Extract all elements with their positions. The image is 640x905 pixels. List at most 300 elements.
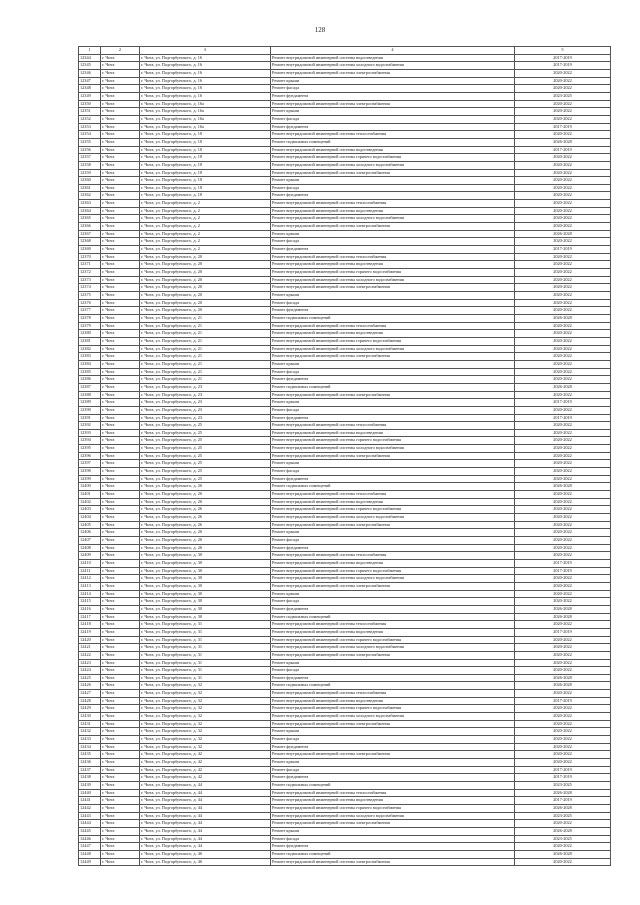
work-type-cell: Ремонт фундамента bbox=[271, 414, 515, 422]
row-number: 12371 bbox=[79, 261, 101, 269]
work-type-cell: Ремонт фасада bbox=[271, 537, 515, 545]
address-cell: г. Чита, ул. Подгорбунского, д. 30 bbox=[140, 598, 271, 606]
table-row bbox=[79, 230, 611, 238]
row-number: 12431 bbox=[79, 720, 101, 728]
municipality-cell: г. Чита bbox=[101, 598, 140, 606]
work-type-cell: Ремонт внутридомовой инженерной системы теплоснабжения bbox=[271, 422, 515, 430]
municipality-cell: г. Чита bbox=[101, 452, 140, 460]
table-row bbox=[79, 644, 611, 652]
row-number: 12421 bbox=[79, 644, 101, 652]
table-row bbox=[79, 705, 611, 713]
work-type-cell: Ремонт фасада bbox=[271, 238, 515, 246]
table-row bbox=[79, 299, 611, 307]
period-cell: 2017-2019 bbox=[515, 399, 611, 407]
address-cell: г. Чита, ул. Подгорбунского, д. 44 bbox=[140, 843, 271, 851]
table-row bbox=[79, 223, 611, 231]
period-cell: 2020-2022 bbox=[515, 537, 611, 545]
address-cell: г. Чита, ул. Подгорбунского, д. 26 bbox=[140, 529, 271, 537]
period-cell: 2020-2022 bbox=[515, 644, 611, 652]
address-cell: г. Чита, ул. Подгорбунского, д. 18 bbox=[140, 154, 271, 162]
address-cell: г. Чита, ул. Подгорбунского, д. 16а bbox=[140, 123, 271, 131]
work-type-cell: Ремонт фундамента bbox=[271, 475, 515, 483]
work-type-cell: Ремонт внутридомовой инженерной системы теплоснабжения bbox=[271, 200, 515, 208]
period-cell: 2020-2022 bbox=[515, 843, 611, 851]
row-number: 12369 bbox=[79, 246, 101, 254]
table-row bbox=[79, 131, 611, 139]
row-number: 12344 bbox=[79, 54, 101, 62]
work-type-cell: Ремонт подвальных помещений bbox=[271, 483, 515, 491]
row-number: 12404 bbox=[79, 514, 101, 522]
table-row bbox=[79, 766, 611, 774]
address-cell: г. Чита, ул. Подгорбунского, д. 32 bbox=[140, 736, 271, 744]
row-number: 12402 bbox=[79, 498, 101, 506]
row-number: 12400 bbox=[79, 483, 101, 491]
period-cell: 2020-2022 bbox=[515, 261, 611, 269]
work-type-cell: Ремонт подвальных помещений bbox=[271, 314, 515, 322]
address-cell: г. Чита, ул. Подгорбунского, д. 44 bbox=[140, 835, 271, 843]
row-number: 12409 bbox=[79, 552, 101, 560]
table-row bbox=[79, 552, 611, 560]
table-row bbox=[79, 177, 611, 185]
row-number: 12435 bbox=[79, 751, 101, 759]
address-cell: г. Чита, ул. Подгорбунского, д. 42 bbox=[140, 774, 271, 782]
municipality-cell: г. Чита bbox=[101, 690, 140, 698]
row-number: 12363 bbox=[79, 200, 101, 208]
address-cell: г. Чита, ул. Подгорбунского, д. 26 bbox=[140, 491, 271, 499]
table-row bbox=[79, 100, 611, 108]
table-row bbox=[79, 437, 611, 445]
municipality-cell: г. Чита bbox=[101, 498, 140, 506]
period-cell: 2026-2028 bbox=[515, 138, 611, 146]
row-number: 12425 bbox=[79, 674, 101, 682]
address-cell: г. Чита, ул. Подгорбунского, д. 18 bbox=[140, 146, 271, 154]
work-type-cell: Ремонт внутридомовой инженерной системы горячего водоснабжения bbox=[271, 437, 515, 445]
municipality-cell: г. Чита bbox=[101, 460, 140, 468]
period-cell: 2020-2022 bbox=[515, 743, 611, 751]
table-row bbox=[79, 54, 611, 62]
period-cell: 2020-2022 bbox=[515, 299, 611, 307]
work-type-cell: Ремонт фасада bbox=[271, 667, 515, 675]
row-number: 12398 bbox=[79, 468, 101, 476]
work-type-cell: Ремонт фасада bbox=[271, 766, 515, 774]
address-cell: г. Чита, ул. Подгорбунского, д. 20 bbox=[140, 276, 271, 284]
work-type-cell: Ремонт внутридомовой инженерной системы водоотведения bbox=[271, 559, 515, 567]
address-cell: г. Чита, ул. Подгорбунского, д. 2 bbox=[140, 223, 271, 231]
table-row bbox=[79, 292, 611, 300]
municipality-cell: г. Чита bbox=[101, 743, 140, 751]
period-cell: 2017-2019 bbox=[515, 697, 611, 705]
row-number: 12386 bbox=[79, 376, 101, 384]
table-row bbox=[79, 690, 611, 698]
row-number: 12348 bbox=[79, 85, 101, 93]
address-cell: г. Чита, ул. Подгорбунского, д. 23 bbox=[140, 383, 271, 391]
row-number: 12346 bbox=[79, 69, 101, 77]
municipality-cell: г. Чита bbox=[101, 207, 140, 215]
municipality-cell: г. Чита bbox=[101, 154, 140, 162]
municipality-cell: г. Чита bbox=[101, 475, 140, 483]
work-type-cell: Ремонт фасада bbox=[271, 406, 515, 414]
work-type-cell: Ремонт крыши bbox=[271, 108, 515, 116]
row-number: 12383 bbox=[79, 353, 101, 361]
period-cell: 2020-2022 bbox=[515, 720, 611, 728]
work-type-cell: Ремонт внутридомовой инженерной системы электроснабжения bbox=[271, 582, 515, 590]
table-row bbox=[79, 307, 611, 315]
row-number: 12418 bbox=[79, 621, 101, 629]
work-type-cell: Ремонт фундамента bbox=[271, 774, 515, 782]
table-row bbox=[79, 200, 611, 208]
municipality-cell: г. Чита bbox=[101, 230, 140, 238]
row-number: 12374 bbox=[79, 284, 101, 292]
work-type-cell: Ремонт внутридомовой инженерной системы водоотведения bbox=[271, 797, 515, 805]
address-cell: г. Чита, ул. Подгорбунского, д. 21 bbox=[140, 314, 271, 322]
address-cell: г. Чита, ул. Подгорбунского, д. 25 bbox=[140, 460, 271, 468]
work-type-cell: Ремонт подвальных помещений bbox=[271, 383, 515, 391]
row-number: 12436 bbox=[79, 759, 101, 767]
address-cell: г. Чита, ул. Подгорбунского, д. 30 bbox=[140, 582, 271, 590]
table-row bbox=[79, 850, 611, 858]
page-number: 128 bbox=[314, 26, 326, 34]
work-type-cell: Ремонт внутридомовой инженерной системы электроснабжения bbox=[271, 100, 515, 108]
table-row bbox=[79, 406, 611, 414]
address-cell: г. Чита, ул. Подгорбунского, д. 25 bbox=[140, 475, 271, 483]
row-number: 12391 bbox=[79, 414, 101, 422]
table-row bbox=[79, 590, 611, 598]
table-row bbox=[79, 353, 611, 361]
municipality-cell: г. Чита bbox=[101, 521, 140, 529]
work-type-cell: Ремонт фундамента bbox=[271, 123, 515, 131]
row-number: 12361 bbox=[79, 184, 101, 192]
table-row bbox=[79, 246, 611, 254]
work-type-cell: Ремонт внутридомовой инженерной системы горячего водоснабжения bbox=[271, 154, 515, 162]
period-cell: 2020-2022 bbox=[515, 391, 611, 399]
period-cell: 2023-2025 bbox=[515, 782, 611, 790]
period-cell: 2020-2022 bbox=[515, 575, 611, 583]
municipality-cell: г. Чита bbox=[101, 100, 140, 108]
work-type-cell: Ремонт фасада bbox=[271, 736, 515, 744]
address-cell: г. Чита, ул. Подгорбунского, д. 30 bbox=[140, 552, 271, 560]
row-number: 12434 bbox=[79, 743, 101, 751]
row-number: 12384 bbox=[79, 360, 101, 368]
address-cell: г. Чита, ул. Подгорбунского, д. 20 bbox=[140, 307, 271, 315]
address-cell: г. Чита, ул. Подгорбунского, д. 44 bbox=[140, 820, 271, 828]
period-cell: 2020-2022 bbox=[515, 322, 611, 330]
period-cell: 2020-2022 bbox=[515, 345, 611, 353]
municipality-cell: г. Чита bbox=[101, 92, 140, 100]
period-cell: 2020-2022 bbox=[515, 330, 611, 338]
row-number: 12373 bbox=[79, 276, 101, 284]
period-cell: 2017-2019 bbox=[515, 797, 611, 805]
table-row bbox=[79, 529, 611, 537]
row-number: 12427 bbox=[79, 690, 101, 698]
table-row bbox=[79, 77, 611, 85]
period-cell: 2020-2022 bbox=[515, 292, 611, 300]
work-type-cell: Ремонт внутридомовой инженерной системы холодного водоснабжения bbox=[271, 575, 515, 583]
municipality-cell: г. Чита bbox=[101, 697, 140, 705]
row-number: 12394 bbox=[79, 437, 101, 445]
period-cell: 2026-2028 bbox=[515, 230, 611, 238]
work-type-cell: Ремонт внутридомовой инженерной системы горячего водоснабжения bbox=[271, 567, 515, 575]
table-row bbox=[79, 544, 611, 552]
period-cell: 2020-2022 bbox=[515, 238, 611, 246]
municipality-cell: г. Чита bbox=[101, 246, 140, 254]
row-number: 12415 bbox=[79, 598, 101, 606]
work-type-cell: Ремонт внутридомовой инженерной системы электроснабжения bbox=[271, 169, 515, 177]
table-row bbox=[79, 820, 611, 828]
address-cell: г. Чита, ул. Подгорбунского, д. 26 bbox=[140, 483, 271, 491]
row-number: 12445 bbox=[79, 827, 101, 835]
municipality-cell: г. Чита bbox=[101, 720, 140, 728]
work-type-cell: Ремонт внутридомовой инженерной системы холодного водоснабжения bbox=[271, 276, 515, 284]
table-row bbox=[79, 797, 611, 805]
table-row bbox=[79, 537, 611, 545]
address-cell: г. Чита, ул. Подгорбунского, д. 25 bbox=[140, 452, 271, 460]
row-number: 12349 bbox=[79, 92, 101, 100]
table-row bbox=[79, 383, 611, 391]
address-cell: г. Чита, ул. Подгорбунского, д. 20 bbox=[140, 292, 271, 300]
address-cell: г. Чита, ул. Подгорбунского, д. 30 bbox=[140, 575, 271, 583]
period-cell: 2020-2022 bbox=[515, 705, 611, 713]
municipality-cell: г. Чита bbox=[101, 728, 140, 736]
municipality-cell: г. Чита bbox=[101, 345, 140, 353]
municipality-cell: г. Чита bbox=[101, 337, 140, 345]
period-cell: 2020-2022 bbox=[515, 552, 611, 560]
period-cell: 2017-2019 bbox=[515, 62, 611, 70]
row-number: 12440 bbox=[79, 789, 101, 797]
row-number: 12443 bbox=[79, 812, 101, 820]
table-row bbox=[79, 146, 611, 154]
municipality-cell: г. Чита bbox=[101, 123, 140, 131]
work-type-cell: Ремонт подвальных помещений bbox=[271, 850, 515, 858]
address-cell: г. Чита, ул. Подгорбунского, д. 21 bbox=[140, 345, 271, 353]
period-cell: 2020-2022 bbox=[515, 284, 611, 292]
address-cell: г. Чита, ул. Подгорбунского, д. 20 bbox=[140, 269, 271, 277]
row-number: 12410 bbox=[79, 559, 101, 567]
work-type-cell: Ремонт крыши bbox=[271, 827, 515, 835]
row-number: 12442 bbox=[79, 804, 101, 812]
address-cell: г. Чита, ул. Подгорбунского, д. 32 bbox=[140, 690, 271, 698]
work-type-cell: Ремонт внутридомовой инженерной системы теплоснабжения bbox=[271, 690, 515, 698]
period-cell: 2020-2022 bbox=[515, 521, 611, 529]
work-type-cell: Ремонт крыши bbox=[271, 399, 515, 407]
period-cell: 2020-2022 bbox=[515, 77, 611, 85]
address-cell: г. Чита, ул. Подгорбунского, д. 32 bbox=[140, 728, 271, 736]
table-row bbox=[79, 92, 611, 100]
work-type-cell: Ремонт крыши bbox=[271, 230, 515, 238]
address-cell: г. Чита, ул. Подгорбунского, д. 32 bbox=[140, 697, 271, 705]
table-row bbox=[79, 69, 611, 77]
table-row bbox=[79, 215, 611, 223]
table-row bbox=[79, 674, 611, 682]
municipality-cell: г. Чита bbox=[101, 215, 140, 223]
work-type-cell: Ремонт внутридомовой инженерной системы электроснабжения bbox=[271, 223, 515, 231]
period-cell: 2020-2022 bbox=[515, 445, 611, 453]
address-cell: г. Чита, ул. Подгорбунского, д. 26 bbox=[140, 521, 271, 529]
work-type-cell: Ремонт внутридомовой инженерной системы теплоснабжения bbox=[271, 552, 515, 560]
municipality-cell: г. Чита bbox=[101, 575, 140, 583]
row-number: 12406 bbox=[79, 529, 101, 537]
municipality-cell: г. Чита bbox=[101, 782, 140, 790]
address-cell: г. Чита, ул. Подгорбунского, д. 44 bbox=[140, 804, 271, 812]
period-cell: 2020-2022 bbox=[515, 192, 611, 200]
work-type-cell: Ремонт внутридомовой инженерной системы электроснабжения bbox=[271, 521, 515, 529]
municipality-cell: г. Чита bbox=[101, 651, 140, 659]
municipality-cell: г. Чита bbox=[101, 269, 140, 277]
work-type-cell: Ремонт внутридомовой инженерной системы холодного водоснабжения bbox=[271, 713, 515, 721]
row-number: 12414 bbox=[79, 590, 101, 598]
table-row bbox=[79, 751, 611, 759]
period-cell: 2026-2028 bbox=[515, 674, 611, 682]
address-cell: г. Чита, ул. Подгорбунского, д. 26 bbox=[140, 506, 271, 514]
row-number: 12377 bbox=[79, 307, 101, 315]
work-type-cell: Ремонт подвальных помещений bbox=[271, 613, 515, 621]
table-row bbox=[79, 368, 611, 376]
municipality-cell: г. Чита bbox=[101, 200, 140, 208]
row-number: 12359 bbox=[79, 169, 101, 177]
municipality-cell: г. Чита bbox=[101, 314, 140, 322]
municipality-cell: г. Чита bbox=[101, 138, 140, 146]
table-row bbox=[79, 759, 611, 767]
row-number: 12426 bbox=[79, 682, 101, 690]
address-cell: г. Чита, ул. Подгорбунского, д. 26 bbox=[140, 514, 271, 522]
table-row bbox=[79, 475, 611, 483]
work-type-cell: Ремонт внутридомовой инженерной системы холодного водоснабжения bbox=[271, 345, 515, 353]
period-cell: 2026-2028 bbox=[515, 804, 611, 812]
table-row bbox=[79, 713, 611, 721]
address-cell: г. Чита, ул. Подгорбунского, д. 30 bbox=[140, 613, 271, 621]
address-cell: г. Чита, ул. Подгорбунского, д. 32 bbox=[140, 720, 271, 728]
address-cell: г. Чита, ул. Подгорбунского, д. 18 bbox=[140, 192, 271, 200]
table-row bbox=[79, 391, 611, 399]
work-type-cell: Ремонт внутридомовой инженерной системы электроснабжения bbox=[271, 452, 515, 460]
work-type-cell: Ремонт крыши bbox=[271, 460, 515, 468]
table-row bbox=[79, 651, 611, 659]
work-type-cell: Ремонт внутридомовой инженерной системы холодного водоснабжения bbox=[271, 215, 515, 223]
municipality-cell: г. Чита bbox=[101, 858, 140, 866]
work-type-cell: Ремонт фундамента bbox=[271, 246, 515, 254]
period-cell: 2017-2019 bbox=[515, 54, 611, 62]
work-type-cell: Ремонт внутридомовой инженерной системы электроснабжения bbox=[271, 651, 515, 659]
address-cell: г. Чита, ул. Подгорбунского, д. 23 bbox=[140, 391, 271, 399]
row-number: 12439 bbox=[79, 782, 101, 790]
row-number: 12438 bbox=[79, 774, 101, 782]
row-number: 12389 bbox=[79, 399, 101, 407]
row-number: 12433 bbox=[79, 736, 101, 744]
table-row bbox=[79, 345, 611, 353]
municipality-cell: г. Чита bbox=[101, 284, 140, 292]
table-row bbox=[79, 774, 611, 782]
work-type-cell: Ремонт внутридомовой инженерной системы водоотведения bbox=[271, 261, 515, 269]
row-number: 12411 bbox=[79, 567, 101, 575]
table-row bbox=[79, 559, 611, 567]
municipality-cell: г. Чита bbox=[101, 567, 140, 575]
table-row bbox=[79, 575, 611, 583]
work-type-cell: Ремонт внутридомовой инженерной системы холодного водоснабжения bbox=[271, 812, 515, 820]
period-cell: 2020-2022 bbox=[515, 337, 611, 345]
work-type-cell: Ремонт внутридомовой инженерной системы холодного водоснабжения bbox=[271, 514, 515, 522]
period-cell: 2020-2022 bbox=[515, 491, 611, 499]
row-number: 12420 bbox=[79, 636, 101, 644]
table-row bbox=[79, 789, 611, 797]
municipality-cell: г. Чита bbox=[101, 307, 140, 315]
municipality-cell: г. Чита bbox=[101, 299, 140, 307]
table-row bbox=[79, 582, 611, 590]
work-type-cell: Ремонт крыши bbox=[271, 177, 515, 185]
row-number: 12357 bbox=[79, 154, 101, 162]
address-cell: г. Чита, ул. Подгорбунского, д. 32 bbox=[140, 705, 271, 713]
address-cell: г. Чита, ул. Подгорбунского, д. 30 bbox=[140, 567, 271, 575]
address-cell: г. Чита, ул. Подгорбунского, д. 31 bbox=[140, 651, 271, 659]
address-cell: г. Чита, ул. Подгорбунского, д. 31 bbox=[140, 674, 271, 682]
municipality-cell: г. Чита bbox=[101, 843, 140, 851]
row-number: 12392 bbox=[79, 422, 101, 430]
work-type-cell: Ремонт внутридомовой инженерной системы водоотведения bbox=[271, 330, 515, 338]
row-number: 12368 bbox=[79, 238, 101, 246]
table-row bbox=[79, 115, 611, 123]
address-cell: г. Чита, ул. Подгорбунского, д. 26 bbox=[140, 498, 271, 506]
period-cell: 2020-2022 bbox=[515, 659, 611, 667]
period-cell: 2026-2028 bbox=[515, 605, 611, 613]
municipality-cell: г. Чита bbox=[101, 582, 140, 590]
address-cell: г. Чита, ул. Подгорбунского, д. 16 bbox=[140, 62, 271, 70]
address-cell: г. Чита, ул. Подгорбунского, д. 25 bbox=[140, 437, 271, 445]
table-row bbox=[79, 667, 611, 675]
work-type-cell: Ремонт внутридомовой инженерной системы горячего водоснабжения bbox=[271, 636, 515, 644]
municipality-cell: г. Чита bbox=[101, 774, 140, 782]
address-cell: г. Чита, ул. Подгорбунского, д. 16 bbox=[140, 85, 271, 93]
table-row bbox=[79, 567, 611, 575]
row-number: 12449 bbox=[79, 858, 101, 866]
period-cell: 2020-2022 bbox=[515, 115, 611, 123]
period-cell: 2026-2028 bbox=[515, 827, 611, 835]
period-cell: 2020-2022 bbox=[515, 108, 611, 116]
period-cell: 2020-2022 bbox=[515, 475, 611, 483]
address-cell: г. Чита, ул. Подгорбунского, д. 16а bbox=[140, 115, 271, 123]
table-row bbox=[79, 422, 611, 430]
period-cell: 2020-2022 bbox=[515, 759, 611, 767]
table-row bbox=[79, 812, 611, 820]
work-type-cell: Ремонт фасада bbox=[271, 368, 515, 376]
row-number: 12390 bbox=[79, 406, 101, 414]
address-cell: г. Чита, ул. Подгорбунского, д. 16 bbox=[140, 69, 271, 77]
table-row bbox=[79, 468, 611, 476]
table-row bbox=[79, 192, 611, 200]
period-cell: 2020-2022 bbox=[515, 353, 611, 361]
table-row bbox=[79, 330, 611, 338]
address-cell: г. Чита, ул. Подгорбунского, д. 30 bbox=[140, 605, 271, 613]
row-number: 12430 bbox=[79, 713, 101, 721]
address-cell: г. Чита, ул. Подгорбунского, д. 20 bbox=[140, 261, 271, 269]
address-cell: г. Чита, ул. Подгорбунского, д. 25 bbox=[140, 422, 271, 430]
address-cell: г. Чита, ул. Подгорбунского, д. 18 bbox=[140, 177, 271, 185]
municipality-cell: г. Чита bbox=[101, 322, 140, 330]
period-cell: 2020-2022 bbox=[515, 460, 611, 468]
table-row bbox=[79, 207, 611, 215]
register-table bbox=[78, 46, 611, 866]
row-number: 12419 bbox=[79, 628, 101, 636]
table-row bbox=[79, 261, 611, 269]
period-cell: 2020-2022 bbox=[515, 184, 611, 192]
row-number: 12429 bbox=[79, 705, 101, 713]
municipality-cell: г. Чита bbox=[101, 529, 140, 537]
period-cell: 2026-2028 bbox=[515, 613, 611, 621]
address-cell: г. Чита, ул. Подгорбунского, д. 2 bbox=[140, 200, 271, 208]
work-type-cell: Ремонт внутридомовой инженерной системы водоотведения bbox=[271, 498, 515, 506]
municipality-cell: г. Чита bbox=[101, 77, 140, 85]
municipality-cell: г. Чита bbox=[101, 751, 140, 759]
row-number: 12428 bbox=[79, 697, 101, 705]
period-cell: 2020-2022 bbox=[515, 422, 611, 430]
municipality-cell: г. Чита bbox=[101, 713, 140, 721]
